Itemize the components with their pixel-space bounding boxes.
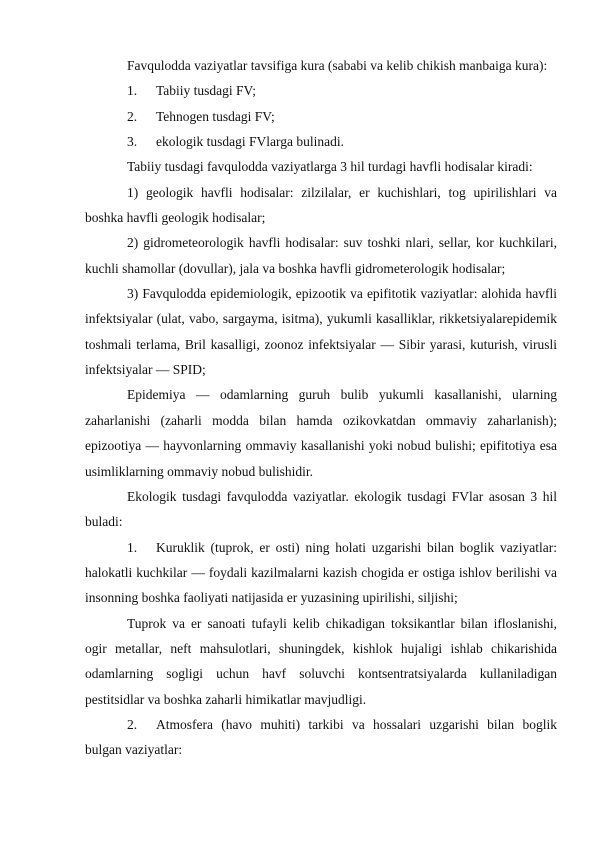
list-text: Tehnogen tusdagi FV; xyxy=(156,108,275,124)
body-paragraph: Ekologik tusdagi favqulodda vaziyatlar. ekologik tusdagi FVlar asosan 3 hil buladi: xyxy=(85,488,557,530)
body-paragraph: Tabiiy tusdagi favqulodda vaziyatlarga 3 hil turdagi havfli hodisalar kiradi: xyxy=(127,159,533,175)
intro-paragraph: Favqulodda vaziyatlar tavsifiga kura (sababi va kelib chikish manbaiga kura): xyxy=(127,58,548,73)
body-paragraph: 2) gidrometeorologik havfli hodisalar: suv toshki nlari, sellar, kor kuchkilari, kuchli shamollar (dovullar), jala va boshka havfli gidrometerologik hodisalar; xyxy=(85,235,557,276)
body-paragraph: Epidemiya — odamlarning guruh bulib yukumli kasallanishi, ularning zaharlanishi (zaharli modda bilan hamda ozikovkatdan ommaviy zaharlanish); epizootiya — hayvonlarning ommaviy kasallanishi yoki nobud bulishi; epifitotiya esa usimliklarning ommaviy nobud bulishidir. xyxy=(85,387,557,479)
list-text: Atmosfera (havo muhiti) tarkibi va hossalari uzgarishi bilan boglik bulgan vaziyatlar: xyxy=(85,716,557,758)
body-paragraph: Tuprok va er sanoati tufayli kelib chikadigan toksikantlar bilan ifloslanishi, ogir metallar, neft mahsulotlari, shuningdek, kishlok hujaligi ishlab chikarishida odamlarning sogligi uchun havf soluvchi kontsentratsiyalarda kullaniladigan pestitsidlar va boshka zaharli himikatlar mavjudligi. xyxy=(85,615,557,707)
list-number: 3. xyxy=(127,134,138,150)
list-item xyxy=(85,104,557,129)
list-number: 1. xyxy=(127,83,138,99)
list-number: 2. xyxy=(127,108,138,124)
document-page xyxy=(85,53,557,763)
list-text: Tabiiy tusdagi FV; xyxy=(156,83,257,99)
list-text: Kuruklik (tuprok, er osti) ning holati uzgarishi bilan boglik vaziyatlar: halokatli kuchkilar — foydali kazilmalarni kazish chogida er ostiga ishlov berilishi va insonning boshka faoliyati natijasida er yuzasining upirilishi, siljishi; xyxy=(85,539,557,606)
body-paragraph: 3) Favqulodda epidemiologik, epizootik va epifitotik vaziyatlar: alohida havfli infektsiyalar (ulat, vabo, sargayma, isitma), yukumli kasalliklar, rikketsiyalarepidemik toshmali terlama, Bril kasalligi, zoonoz infektsiyalar — Sibir yarasi, kuturish, virusli infektsiyalar — SPID; xyxy=(85,286,557,378)
list-item xyxy=(85,129,557,154)
body-paragraph: 1) geologik havfli hodisalar: zilzilalar, er kuchishlari, tog upirilishlari va boshka havfli geologik hodisalar; xyxy=(85,184,557,226)
list-text: ekologik tusdagi FVlarga bulinadi. xyxy=(156,134,344,150)
list-number: 2. xyxy=(127,716,138,732)
list-item xyxy=(85,535,557,611)
list-item xyxy=(85,78,557,103)
list-number: 1. xyxy=(127,539,138,555)
list-item xyxy=(85,712,557,763)
